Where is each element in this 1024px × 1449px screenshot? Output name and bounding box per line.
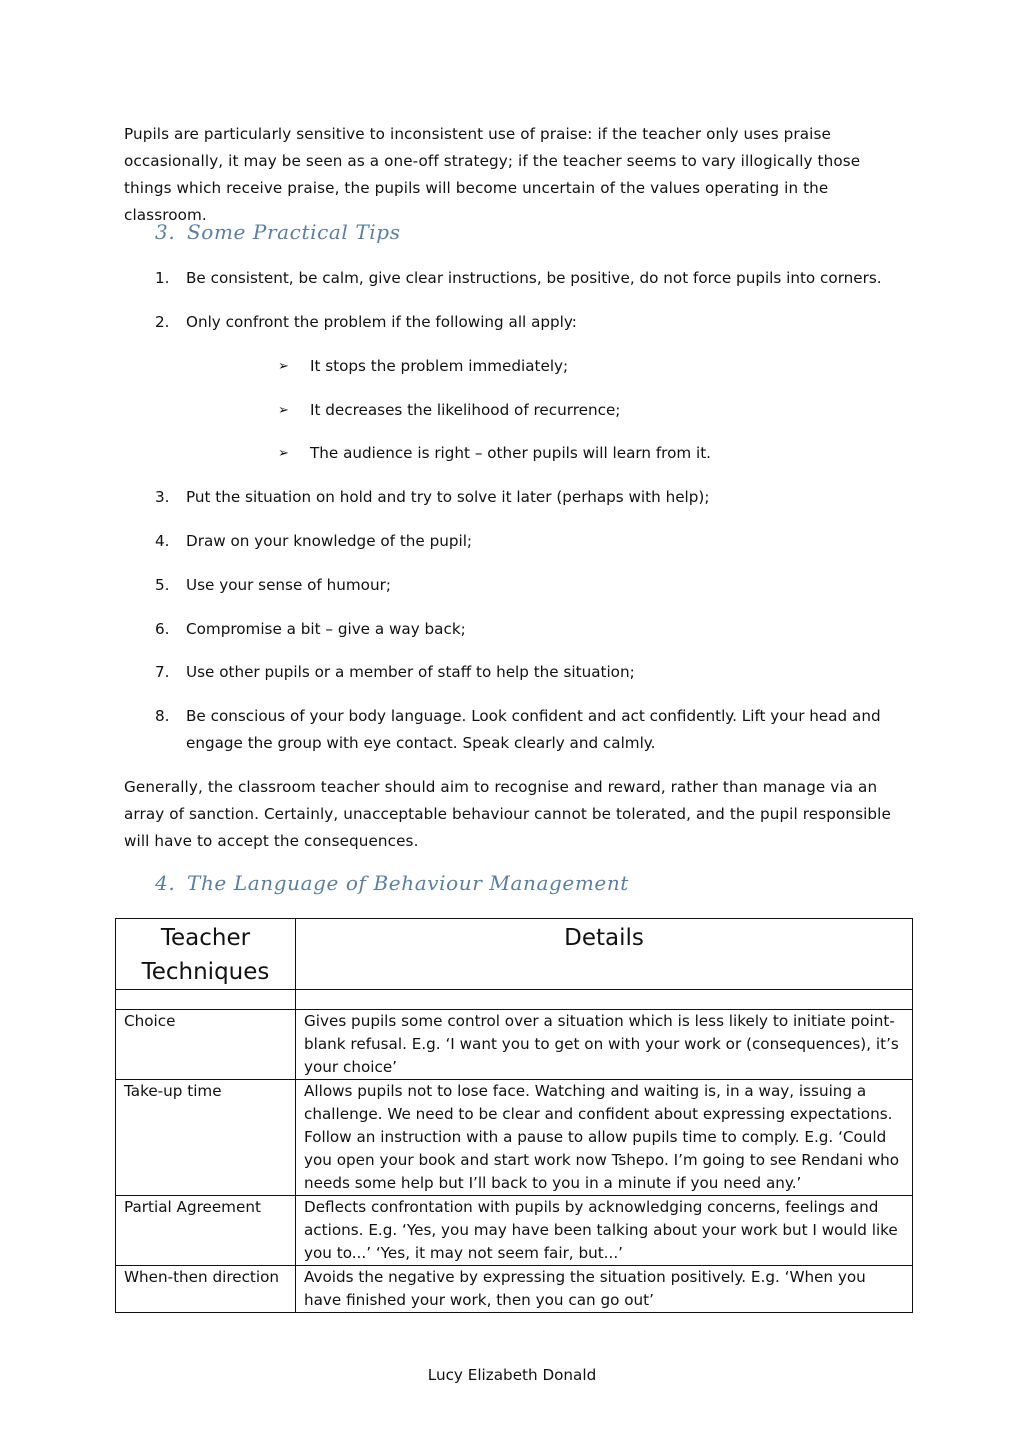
- arrow-bullet-icon: ➢: [278, 403, 289, 418]
- tip-text: Use other pupils or a member of staff to help the situation;: [186, 663, 635, 681]
- section-title: The Language of Behaviour Management: [187, 871, 629, 895]
- empty-cell: [116, 990, 296, 1010]
- tip-item: [155, 659, 905, 686]
- tip-item: [155, 703, 905, 757]
- empty-cell: [296, 990, 913, 1010]
- details-cell: Allows pupils not to lose face. Watching and waiting is, in a way, issuing a challenge. We need to be clear and confident about expressing expectations. Follow an instruction with a pause to allow pupils time to comply. E.g. ‘Could you open your book and start work now Tshepo. I’m going to see Rendani who needs some help but I’ll back to you in a minute if you need any.’: [296, 1080, 913, 1196]
- tip-number: 2.: [155, 313, 170, 331]
- tip-item: [155, 528, 905, 555]
- tip-number: 1.: [155, 269, 170, 287]
- section-number: 4.: [155, 871, 176, 895]
- tip-item: [155, 309, 905, 336]
- bullet-text: The audience is right – other pupils will learn from it.: [310, 444, 712, 462]
- tip-item: [155, 616, 905, 643]
- technique-cell: Take-up time: [116, 1080, 296, 1196]
- tip-text: Compromise a bit – give a way back;: [186, 620, 466, 638]
- footer-author: Lucy Elizabeth Donald: [427, 1366, 597, 1384]
- tip-text: Only confront the problem if the following all apply:: [186, 313, 577, 331]
- table-row: [116, 1266, 913, 1313]
- tip-number: 5.: [155, 576, 170, 594]
- technique-cell: Partial Agreement: [116, 1196, 296, 1266]
- tip-text: Draw on your knowledge of the pupil;: [186, 532, 473, 550]
- techniques-table: [115, 918, 913, 1313]
- bullet-text: It decreases the likelihood of recurrence;: [310, 401, 621, 419]
- details-cell: Deflects confrontation with pupils by acknowledging concerns, feelings and actions. E.g. ‘Yes, you may have been talking about your work but I would like you to...’ ‘Yes, it may not seem fair, but...’: [296, 1196, 913, 1266]
- arrow-bullet-icon: ➢: [278, 359, 289, 374]
- tip-number: 8.: [155, 707, 170, 725]
- column-header-details: Details: [296, 919, 913, 990]
- closing-paragraph: Generally, the classroom teacher should aim to recognise and reward, rather than manage via an array of sanction. Certainly, unacceptable behaviour cannot be tolerated, and the pupil responsible will have to accept the consequences.: [124, 778, 891, 850]
- tip-text: Put the situation on hold and try to solve it later (perhaps with help);: [186, 488, 710, 506]
- tip-item: [155, 265, 905, 292]
- table-row: [116, 1080, 913, 1196]
- tip-text: Be conscious of your body language. Look confident and act confidently. Lift your head and engage the group with eye contact. Speak clearly and calmly.: [186, 707, 881, 752]
- details-cell: Avoids the negative by expressing the situation positively. E.g. ‘When you have finished your work, then you can go out’: [296, 1266, 913, 1313]
- tip-number: 6.: [155, 620, 170, 638]
- tip-number: 7.: [155, 663, 170, 681]
- table-row: [116, 1010, 913, 1080]
- bullet-item: [278, 440, 711, 467]
- section-heading-practical-tips: [155, 220, 401, 244]
- bullet-item: [278, 397, 620, 424]
- tip-item: [155, 572, 905, 599]
- bullet-text: It stops the problem immediately;: [310, 357, 569, 375]
- arrow-bullet-icon: ➢: [278, 446, 289, 461]
- section-number: 3.: [155, 220, 176, 244]
- technique-cell: When-then direction: [116, 1266, 296, 1313]
- table-header-row: [116, 919, 913, 990]
- details-cell: Gives pupils some control over a situation which is less likely to initiate point-blank refusal. E.g. ‘I want you to get on with your work or (consequences), it’s your choice’: [296, 1010, 913, 1080]
- table-row: [116, 1196, 913, 1266]
- tip-number: 3.: [155, 488, 170, 506]
- intro-paragraph: Pupils are particularly sensitive to inconsistent use of praise: if the teacher only uses praise occasionally, it may be seen as a one-off strategy; if the teacher seems to vary illogically those things which receive praise, the pupils will become uncertain of the values operating in the classroom.: [124, 125, 861, 224]
- bullet-item: [278, 353, 568, 380]
- column-header-techniques: Teacher Techniques: [116, 919, 296, 990]
- section-heading-behaviour-language: [155, 871, 629, 895]
- section-title: Some Practical Tips: [187, 220, 401, 244]
- tip-item: [155, 484, 905, 511]
- tip-text: Use your sense of humour;: [186, 576, 391, 594]
- tip-number: 4.: [155, 532, 170, 550]
- technique-cell: Choice: [116, 1010, 296, 1080]
- table-spacer-row: [116, 990, 913, 1010]
- tip-text: Be consistent, be calm, give clear instructions, be positive, do not force pupils into corners.: [186, 269, 882, 287]
